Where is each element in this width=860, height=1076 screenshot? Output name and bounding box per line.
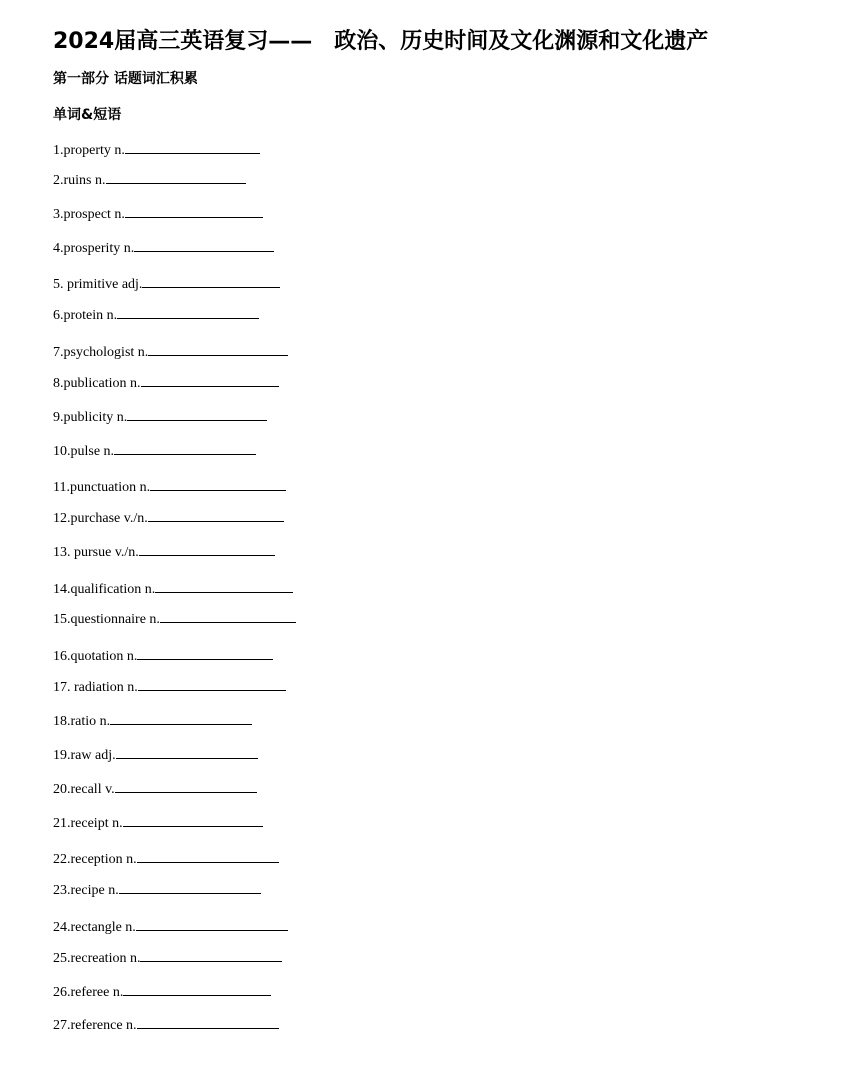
answer-blank[interactable]	[148, 509, 284, 522]
vocab-item-number: 20.	[53, 782, 71, 797]
vocab-item	[53, 850, 279, 869]
vocab-item-word: radiation n.	[74, 680, 138, 695]
vocab-item-word: qualification n.	[70, 582, 156, 597]
vocab-item-number: 11.	[53, 480, 70, 495]
vocab-item-number: 10.	[53, 444, 71, 459]
vocab-item-number: 9.	[53, 410, 64, 425]
answer-blank[interactable]	[136, 918, 288, 931]
vocab-item-number: 27.	[53, 1018, 71, 1033]
vocab-item-number: 24.	[53, 920, 71, 935]
vocab-item-number: 25.	[53, 951, 71, 966]
vocab-item	[53, 478, 286, 497]
vocab-item-word: primitive adj.	[67, 277, 143, 292]
section-heading: 第一部分 话题词汇积累	[53, 71, 198, 87]
vocab-item-word: ratio n.	[70, 714, 111, 729]
vocab-item	[53, 814, 263, 833]
vocab-item	[53, 647, 273, 666]
vocab-item-word: recall v.	[70, 782, 115, 797]
vocab-item-number: 16.	[53, 649, 71, 664]
vocab-item-number: 5.	[53, 277, 67, 292]
answer-blank[interactable]	[142, 275, 280, 288]
vocab-item	[53, 1016, 279, 1035]
answer-blank[interactable]	[139, 543, 275, 556]
vocab-item	[53, 442, 256, 461]
answer-blank[interactable]	[160, 610, 296, 623]
answer-blank[interactable]	[116, 746, 258, 759]
vocab-item	[53, 780, 257, 799]
answer-blank[interactable]	[119, 881, 261, 894]
vocab-item-number: 12.	[53, 511, 71, 526]
vocab-item-word: prosperity n.	[63, 241, 135, 256]
vocab-item	[53, 678, 286, 697]
vocab-item-word: rectangle n.	[70, 920, 136, 935]
vocab-item	[53, 239, 274, 258]
vocab-item-word: recipe n.	[70, 883, 119, 898]
answer-blank[interactable]	[114, 442, 256, 455]
vocab-item	[53, 343, 288, 362]
answer-blank[interactable]	[110, 712, 252, 725]
vocab-item-number: 13.	[53, 545, 74, 560]
vocab-item-word: ruins n.	[63, 173, 106, 188]
vocab-item-word: publication n.	[63, 376, 141, 391]
vocab-item	[53, 141, 260, 160]
vocab-item-word: pursue v./n.	[74, 545, 139, 560]
answer-blank[interactable]	[117, 306, 259, 319]
vocab-item-number: 6.	[53, 308, 64, 323]
vocab-item-word: protein n.	[63, 308, 118, 323]
vocab-item-number: 1.	[53, 143, 64, 158]
vocab-item	[53, 983, 271, 1002]
vocab-item	[53, 374, 279, 393]
vocab-item-number: 23.	[53, 883, 71, 898]
vocab-item	[53, 543, 275, 562]
vocab-item-word: referee n.	[70, 985, 124, 1000]
vocab-item	[53, 205, 263, 224]
sub-heading: 单词&短语	[53, 107, 122, 123]
answer-blank[interactable]	[137, 850, 279, 863]
vocab-item-number: 15.	[53, 612, 71, 627]
vocab-item	[53, 275, 280, 294]
vocab-item	[53, 580, 293, 599]
vocab-item-word: publicity n.	[63, 410, 128, 425]
vocab-item-number: 19.	[53, 748, 71, 763]
vocab-item	[53, 306, 259, 325]
answer-blank[interactable]	[138, 678, 286, 691]
vocab-item-word: recreation n.	[70, 951, 141, 966]
answer-blank[interactable]	[141, 374, 279, 387]
vocab-item-number: 26.	[53, 985, 71, 1000]
vocab-item-word: reception n.	[70, 852, 137, 867]
answer-blank[interactable]	[115, 780, 257, 793]
vocab-item	[53, 949, 282, 968]
document-title: 2024届高三英语复习—— 政治、历史时间及文化渊源和文化遗产	[53, 29, 709, 54]
vocab-item-number: 8.	[53, 376, 64, 391]
vocab-item-word: receipt n.	[70, 816, 123, 831]
answer-blank[interactable]	[123, 983, 271, 996]
vocab-item-number: 18.	[53, 714, 71, 729]
vocab-item-word: quotation n.	[70, 649, 138, 664]
vocab-item	[53, 171, 246, 190]
vocab-item	[53, 408, 267, 427]
vocab-item-number: 22.	[53, 852, 71, 867]
vocab-item	[53, 881, 261, 900]
vocab-item-number: 14.	[53, 582, 71, 597]
vocab-item-word: purchase v./n.	[70, 511, 148, 526]
answer-blank[interactable]	[125, 205, 263, 218]
vocab-item-number: 3.	[53, 207, 64, 222]
vocab-item-number: 17.	[53, 680, 74, 695]
answer-blank[interactable]	[150, 478, 286, 491]
answer-blank[interactable]	[148, 343, 288, 356]
vocab-item	[53, 746, 258, 765]
vocab-item-word: reference n.	[70, 1018, 137, 1033]
answer-blank[interactable]	[123, 814, 263, 827]
vocab-item-word: psychologist n.	[63, 345, 149, 360]
vocab-item-word: punctuation n.	[69, 480, 151, 495]
vocab-item	[53, 712, 252, 731]
vocab-item-number: 21.	[53, 816, 71, 831]
vocab-item-word: questionnaire n.	[70, 612, 160, 627]
vocab-item-number: 4.	[53, 241, 64, 256]
answer-blank[interactable]	[137, 1016, 279, 1029]
answer-blank[interactable]	[127, 408, 267, 421]
answer-blank[interactable]	[125, 141, 260, 154]
vocab-item-word: pulse n.	[70, 444, 115, 459]
vocab-item-word: raw adj.	[70, 748, 116, 763]
answer-blank[interactable]	[137, 647, 273, 660]
vocab-item-number: 7.	[53, 345, 64, 360]
vocab-item-number: 2.	[53, 173, 64, 188]
vocab-item	[53, 509, 284, 528]
answer-blank[interactable]	[106, 171, 246, 184]
vocab-item	[53, 918, 288, 937]
vocab-item	[53, 610, 296, 629]
answer-blank[interactable]	[155, 580, 293, 593]
vocab-item-word: prospect n.	[63, 207, 125, 222]
vocab-item-word: property n.	[63, 143, 125, 158]
answer-blank[interactable]	[134, 239, 274, 252]
answer-blank[interactable]	[140, 949, 282, 962]
